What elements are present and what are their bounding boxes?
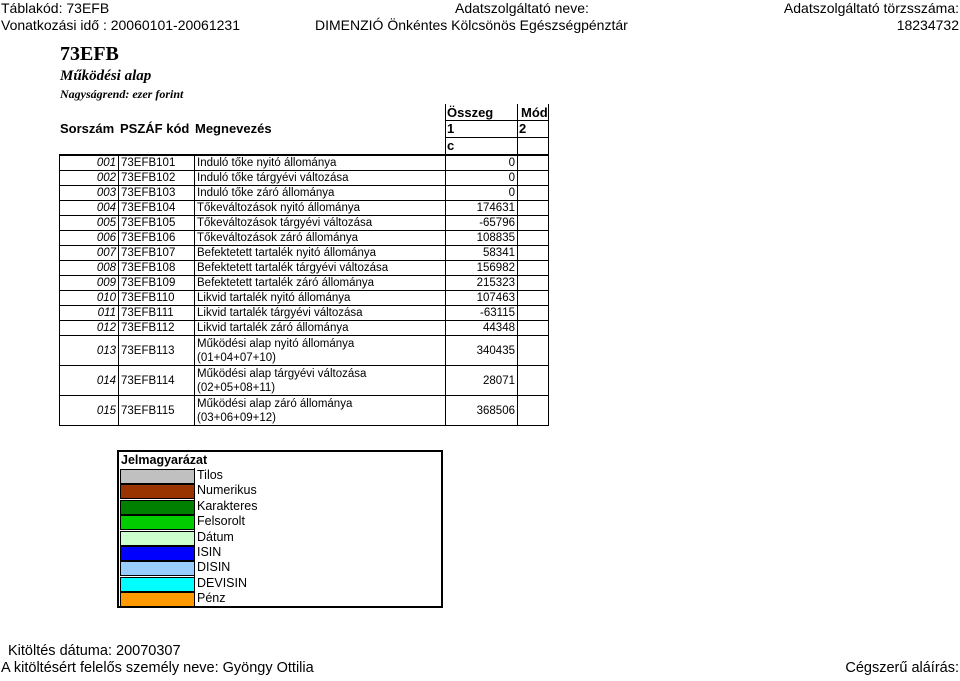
row-number: 007	[60, 246, 119, 261]
row-number: 009	[60, 276, 119, 291]
row-code: 73EFB108	[119, 261, 195, 276]
header-divider	[548, 104, 549, 155]
row-mode	[518, 171, 549, 186]
row-name-line: Működési alap záró állománya	[197, 397, 353, 410]
row-formula: (02+05+08+11)	[197, 381, 276, 394]
row-formula: (01+04+07+10)	[197, 351, 276, 364]
row-number: 015	[60, 396, 119, 426]
legend-swatch	[120, 515, 195, 530]
row-number: 008	[60, 261, 119, 276]
row-name: Tőkeváltozások nyitó állománya	[195, 201, 446, 216]
legend-title: Jelmagyarázat	[121, 453, 208, 467]
row-code: 73EFB109	[119, 276, 195, 291]
row-amount: 215323	[446, 276, 518, 291]
row-number: 012	[60, 321, 119, 336]
row-amount: 58341	[446, 246, 518, 261]
table-row	[60, 171, 549, 186]
table-row	[60, 216, 549, 231]
legend-label: DISIN	[197, 560, 231, 575]
row-amount: 108835	[446, 231, 518, 246]
row-name: Induló tőke záró állománya	[195, 186, 446, 201]
row-number: 013	[60, 336, 119, 366]
row-amount: 107463	[446, 291, 518, 306]
table-row	[60, 306, 549, 321]
provider-id-label: Adatszolgáltató törzsszáma:	[783, 0, 959, 16]
row-code: 73EFB101	[119, 156, 195, 171]
row-name: Befektetett tartalék nyitó állománya	[195, 246, 446, 261]
row-amount: -65796	[446, 216, 518, 231]
legend-swatch	[120, 531, 195, 546]
legend-item	[119, 514, 441, 529]
legend-swatch	[120, 500, 195, 515]
responsible-person: A kitöltésért felelős személy neve: Gyöngy Ottilia	[1, 660, 314, 676]
row-mode	[518, 321, 549, 336]
legend-label: ISIN	[197, 545, 222, 559]
row-mode	[518, 291, 549, 306]
col-mod: Mód	[521, 105, 548, 120]
legend-label: DEVISIN	[197, 575, 248, 590]
row-mode	[518, 336, 549, 366]
row-mode	[518, 396, 549, 426]
row-code: 73EFB104	[119, 201, 195, 216]
row-code: 73EFB107	[119, 246, 195, 261]
legend-swatch	[120, 561, 195, 576]
row-mode	[518, 201, 549, 216]
legend-swatch	[120, 577, 195, 592]
unit-label: Nagyságrend: ezer forint	[60, 87, 184, 101]
legend-item	[119, 530, 441, 545]
row-name: Befektetett tartalék záró állománya	[195, 276, 446, 291]
row-code: 73EFB112	[119, 321, 195, 336]
table-row	[60, 201, 549, 216]
row-amount: 0	[446, 156, 518, 171]
legend-swatch	[120, 484, 195, 499]
report-title: 73EFB	[60, 43, 119, 65]
row-name: Induló tőke tárgyévi változása	[195, 171, 446, 186]
row-number: 004	[60, 201, 119, 216]
row-number: 005	[60, 216, 119, 231]
row-name	[195, 366, 446, 396]
row-mode	[518, 306, 549, 321]
row-amount: -63115	[446, 306, 518, 321]
legend-label: Dátum	[197, 529, 234, 544]
row-mode	[518, 261, 549, 276]
row-mode	[518, 246, 549, 261]
table-row	[60, 321, 549, 336]
row-name: Tőkeváltozások tárgyévi változása	[195, 216, 446, 231]
header-divider	[517, 104, 518, 155]
row-mode	[518, 276, 549, 291]
row-number: 003	[60, 186, 119, 201]
row-number: 002	[60, 171, 119, 186]
table-row	[60, 336, 549, 366]
table-row	[60, 261, 549, 276]
legend-item	[119, 591, 441, 606]
legend-item	[119, 545, 441, 560]
row-name: Induló tőke nyitó állománya	[195, 156, 446, 171]
row-amount: 44348	[446, 321, 518, 336]
row-code: 73EFB106	[119, 231, 195, 246]
table-row	[60, 396, 549, 426]
row-mode	[518, 186, 549, 201]
table-row	[60, 276, 549, 291]
header-divider	[445, 120, 549, 121]
row-name-line: Működési alap tárgyévi változása	[197, 367, 367, 380]
provider-name-label: Adatszolgáltató neve:	[455, 0, 589, 16]
row-mode	[518, 156, 549, 171]
table-row	[60, 156, 549, 171]
row-amount: 340435	[446, 336, 518, 366]
row-amount: 0	[446, 171, 518, 186]
legend-item	[119, 576, 441, 591]
row-number: 006	[60, 231, 119, 246]
col-pszaf: PSZÁF kód	[120, 121, 190, 136]
legend-label: Pénz	[197, 591, 226, 606]
row-name: Tőkeváltozások záró állománya	[195, 231, 446, 246]
legend-item	[119, 483, 441, 498]
row-name: Befektetett tartalék tárgyévi változása	[195, 261, 446, 276]
provider-id: 18234732	[896, 17, 959, 33]
row-number: 011	[60, 306, 119, 321]
row-mode	[518, 231, 549, 246]
col-c: c	[447, 138, 455, 153]
legend	[117, 450, 443, 608]
provider-name: DIMENZIÓ Önkéntes Kölcsönös Egészségpénztár	[315, 17, 628, 33]
data-table	[59, 155, 549, 426]
legend-item	[119, 468, 441, 483]
row-number: 010	[60, 291, 119, 306]
row-code: 73EFB105	[119, 216, 195, 231]
row-code: 73EFB115	[119, 396, 195, 426]
legend-item	[119, 560, 441, 575]
legend-swatch	[120, 592, 195, 607]
row-amount: 174631	[446, 201, 518, 216]
legend-swatch	[120, 546, 195, 561]
row-code: 73EFB102	[119, 171, 195, 186]
header-divider	[445, 137, 549, 138]
row-code: 73EFB113	[119, 336, 195, 366]
report-subtitle: Működési alap	[60, 68, 152, 84]
row-name: Likvid tartalék tárgyévi változása	[195, 306, 446, 321]
col-sorszam: Sorszám	[60, 121, 115, 136]
legend-label: Felsorolt	[197, 514, 245, 529]
row-mode	[518, 366, 549, 396]
legend-swatch	[120, 469, 195, 484]
row-amount: 0	[446, 186, 518, 201]
row-name	[195, 336, 446, 366]
legend-item	[119, 499, 441, 514]
row-formula: (03+06+09+12)	[197, 411, 276, 424]
row-mode	[518, 216, 549, 231]
table-row	[60, 186, 549, 201]
table-row	[60, 246, 549, 261]
col-number-2: 2	[519, 121, 527, 136]
reference-period: Vonatkozási idő : 20060101-20061231	[1, 17, 240, 33]
row-amount: 156982	[446, 261, 518, 276]
table-row	[60, 291, 549, 306]
row-name	[195, 396, 446, 426]
legend-label: Karakteres	[197, 498, 258, 513]
row-code: 73EFB114	[119, 366, 195, 396]
table-row	[60, 366, 549, 396]
table-row	[60, 231, 549, 246]
row-number: 014	[60, 366, 119, 396]
row-amount: 28071	[446, 366, 518, 396]
row-code: 73EFB110	[119, 291, 195, 306]
legend-label: Numerikus	[197, 483, 257, 498]
row-name: Likvid tartalék nyitó állománya	[195, 291, 446, 306]
fill-date: Kitöltés dátuma: 20070307	[8, 643, 181, 659]
row-number: 001	[60, 156, 119, 171]
table-code: Táblakód: 73EFB	[1, 0, 110, 16]
col-number-1: 1	[447, 121, 455, 136]
row-name-line: Működési alap nyitó állománya	[197, 337, 355, 350]
signature-label: Cégszerű aláírás:	[845, 660, 959, 676]
legend-label: Tilos	[197, 468, 223, 482]
row-code: 73EFB111	[119, 306, 195, 321]
header-divider	[445, 104, 446, 155]
col-megnevezes: Megnevezés	[195, 121, 272, 136]
col-osszeg: Összeg	[447, 105, 494, 120]
row-code: 73EFB103	[119, 186, 195, 201]
row-name: Likvid tartalék záró állománya	[195, 321, 446, 336]
row-amount: 368506	[446, 396, 518, 426]
